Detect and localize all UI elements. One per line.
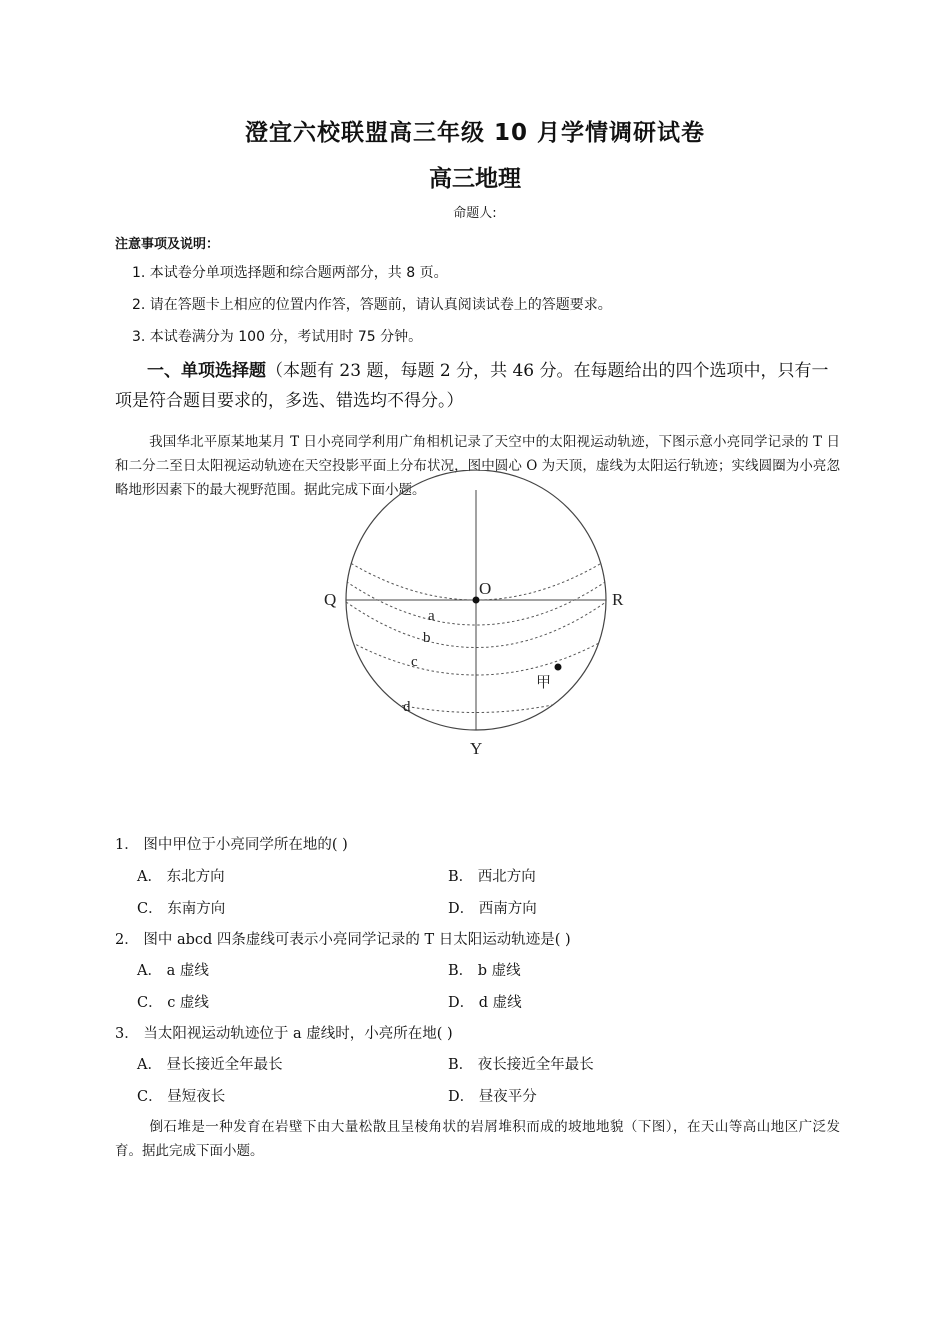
question-3-option-c[interactable]: C． 昼短夜长 bbox=[137, 1089, 226, 1105]
question-1-option-a[interactable]: A． 东北方向 bbox=[137, 869, 225, 885]
note-item: 1. 本试卷分单项选择题和综合题两部分，共 8 页。 bbox=[132, 265, 448, 281]
section-heading bbox=[115, 356, 835, 416]
label-a: a bbox=[428, 608, 435, 624]
question-3-option-b[interactable]: B． 夜长接近全年最长 bbox=[448, 1057, 594, 1073]
passage-1-text: 我国华北平原某地某月 T 日小亮同学利用广角相机记录了天空中的太阳视运动轨迹，下图示意小亮同学记录的 T 日和二分二至日太阳视运动轨迹在天空投影平面上分布状况，图中圆心 O 为天顶，虚线为太阳运行轨迹；实线圆圈为小亮忽略地形因素下的最大视野范围。据此完成下面小题。 bbox=[115, 434, 840, 498]
question-1-option-d[interactable]: D． 西南方向 bbox=[448, 901, 537, 917]
note-item: 2. 请在答题卡上相应的位置内作答，答题前，请认真阅读试卷上的答题要求。 bbox=[132, 297, 612, 313]
question-1-option-b[interactable]: B． 西北方向 bbox=[448, 869, 536, 885]
label-Q: Q bbox=[324, 590, 337, 609]
question-2-option-a[interactable]: A． a 虚线 bbox=[137, 963, 209, 979]
question-1-option-c[interactable]: C． 东南方向 bbox=[137, 901, 226, 917]
section-label: 一、单项选择题 bbox=[147, 361, 266, 381]
question-2-option-c[interactable]: C． c 虚线 bbox=[137, 995, 209, 1011]
section-instruction: （本题有 23 题，每题 2 分，共 46 分。在每题给出的四个选项中，只有一项是符合题目要求的，多选、错选均不得分。） bbox=[115, 361, 829, 411]
subject-title: 高三地理 bbox=[429, 166, 521, 192]
question-3-option-a[interactable]: A． 昼长接近全年最长 bbox=[137, 1057, 283, 1073]
note-item: 3. 本试卷满分为 100 分，考试用时 75 分钟。 bbox=[132, 329, 423, 345]
question-3-stem: 3． 当太阳视运动轨迹位于 a 虚线时，小亮所在地( ) bbox=[115, 1026, 453, 1042]
exam-title: 澄宜六校联盟高三年级 10 月学情调研试卷 bbox=[244, 120, 706, 146]
question-2-option-b[interactable]: B． b 虚线 bbox=[448, 963, 521, 979]
question-3-option-d[interactable]: D． 昼夜平分 bbox=[448, 1089, 537, 1105]
label-d: d bbox=[403, 699, 411, 715]
point-jia bbox=[555, 664, 562, 671]
sun-path-diagram bbox=[310, 470, 640, 760]
label-Y: Y bbox=[470, 739, 483, 758]
passage-2 bbox=[115, 1115, 840, 1163]
label-b: b bbox=[423, 630, 431, 646]
notes-heading: 注意事项及说明： bbox=[115, 237, 220, 252]
question-2-option-d[interactable]: D． d 虚线 bbox=[448, 995, 522, 1011]
author-label: 命题人: bbox=[453, 206, 497, 221]
passage-2-text: 倒石堆是一种发育在岩壁下由大量松散且呈棱角状的岩屑堆积而成的坡地地貌（下图），在天山等高山地区广泛发育。据此完成下面小题。 bbox=[115, 1119, 840, 1159]
label-O: O bbox=[479, 579, 492, 598]
label-jia: 甲 bbox=[536, 675, 552, 691]
label-R: R bbox=[612, 590, 624, 609]
question-1-stem: 1． 图中甲位于小亮同学所在地的( ) bbox=[115, 837, 348, 853]
question-2-stem: 2． 图中 abcd 四条虚线可表示小亮同学记录的 T 日太阳运动轨迹是( ) bbox=[115, 932, 571, 948]
label-c: c bbox=[411, 654, 418, 670]
